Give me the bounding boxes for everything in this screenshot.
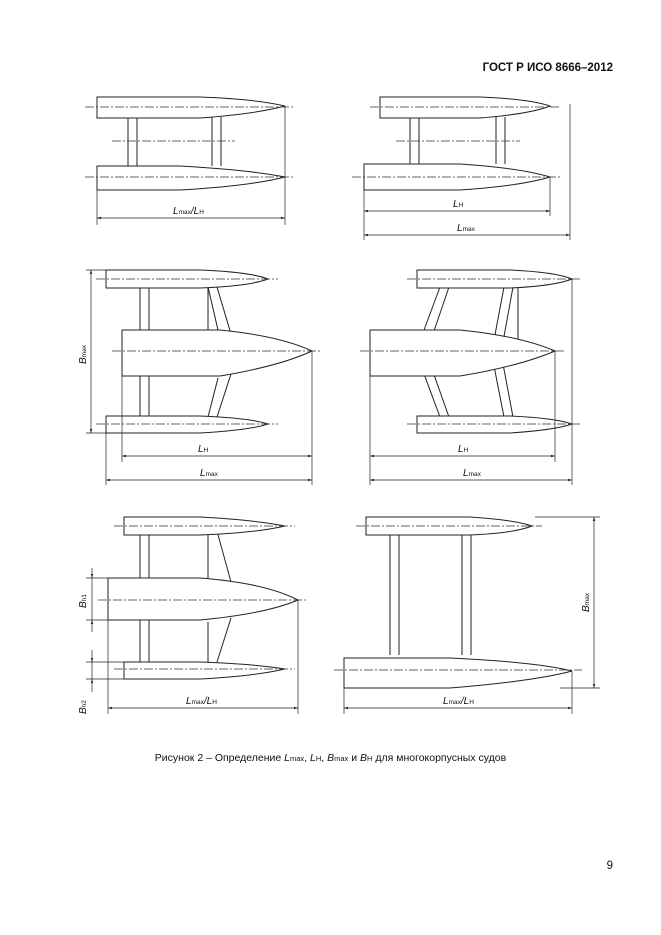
svg-text:Lmax: Lmax	[463, 468, 481, 479]
figure-catamaran-bmax	[334, 517, 600, 714]
hull-upper	[97, 97, 285, 118]
label-lh: LH	[453, 199, 464, 210]
figure-caption: Рисунок 2 – Определение Lmax, LH, Bmax и BH для многокорпусных судов	[154, 752, 507, 764]
label-bh2: Bh2	[78, 700, 89, 714]
svg-text:LH: LH	[198, 444, 209, 455]
caption-suffix: для многокорпусных судов	[375, 752, 507, 764]
label-lmax: Lmax	[457, 223, 475, 234]
svg-text:Bmax: Bmax	[581, 593, 592, 612]
figure-trimaran-angled	[360, 270, 580, 485]
label-lmax-lh: Lmax/LH	[173, 206, 204, 217]
label-bmax: Bmax	[78, 345, 89, 364]
figure-multihull-bh	[78, 517, 308, 714]
svg-text:Lmax: Lmax	[200, 468, 218, 479]
svg-text:Lmax/LH: Lmax/LH	[186, 696, 217, 707]
hull-lower	[97, 166, 285, 190]
figure-catamaran-overhang	[352, 97, 570, 240]
svg-text:Lmax/LH: Lmax/LH	[443, 696, 474, 707]
figure-catamaran-equal	[85, 97, 295, 225]
page-number: 9	[606, 860, 613, 872]
figure-trimaran-bmax	[78, 270, 322, 485]
label-bh1: Bh1	[78, 594, 89, 608]
standard-header: ГОСТ Р ИСО 8666–2012	[482, 62, 613, 74]
caption-prefix: Рисунок 2 – Определение	[154, 752, 282, 764]
svg-text:LH: LH	[458, 444, 469, 455]
caption-l: L	[284, 752, 290, 764]
